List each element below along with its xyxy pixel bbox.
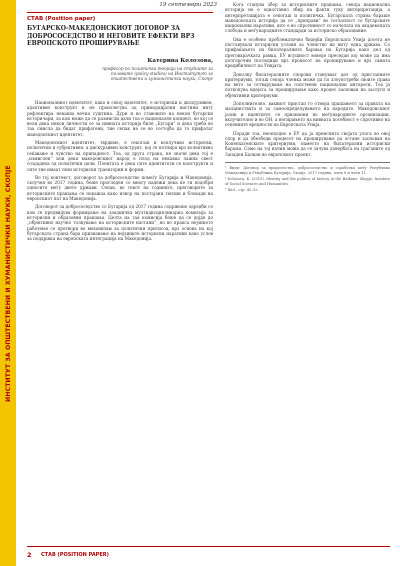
bottom-rule	[27, 546, 390, 547]
paragraph: Дополнително, ваквиот пристап го отвора прашањето за правата на малцинствата и за самоопределувањето на народите. Македонскиот јазик и идентитет се признаени во меѓународните организации, вклучително и во ОН, а негирањето на нивната посебност е спротивно на основните вредности на Европската Унија.	[225, 101, 390, 128]
footnote: ³ Ibid., стр. 45–52.	[225, 188, 259, 193]
paragraph: Договорот за добрососедство со Бугарија од 2017 година содржеше одредби со кои се предвидува формирање на заедничка мултидисциплинарна комисија за историски и образовни прашања. Целта на таа комисија беше да се дојде до „објективно научно толкување на историските настани“, но во пракса нејзиното работење се претвори во механизам за политички притисок, врз основа на кој бугарската страна бара признавање на нејзините историски наративи како услов за поддршка на европската интеграција на Македонија.	[27, 204, 213, 242]
author-affiliation: професор по политичка теорија на студиите за половите (policy studies) на Институтот за општествени и хуманистички науки, Скопје	[102, 66, 213, 82]
side-band	[0, 0, 16, 566]
publication-date: 19 септември 2023	[159, 2, 217, 8]
header-tag: СТАВ (Position paper)	[27, 16, 96, 22]
article-title: БУГАРСКО-МАКЕДОНСКИОТ ДОГОВОР ЗА ДОБРОСОСЕДСТВО И НЕГОВИТЕ ЕФЕКТИ ВРЗ ЕВРОПСКОТО ПРОШИРУВАЊЕ	[27, 25, 195, 47]
paragraph: Во тој контекст, договорот за добрососедство помеѓу Бугарија и Македонија, склучен во 2017 година, беше проследен со многу надежи дека ќе ги подобри односите меѓу двете држави. Сепак, во текот на годините, преговорите за историските прашања се покажаа како извор на постојани тензии и блокади на европскиот пат на Македонија.	[27, 174, 213, 202]
footer-tag: СТАВ (POSITION PAPER)	[41, 552, 109, 558]
page	[27, 0, 390, 566]
paragraph: Националниот идентитет, како и секој идентитет, е историски и дискурзивен, адаптивен конструкт и не произлегува од примордијални вистини ниту рефлектира некаква вечна суштина. Дури и во ставовите на некои бугарски историчари, за кои може да се размисли дали тоа е национален концепт, во кој се вели дека некои личности се за нивната историја биле „Бугари“ и дека треба во таа смисла да бидат прифатени, тие сепак не се во состојба да го прифатат македонскиот идентитет.	[27, 100, 213, 137]
paragraph: Ова е особено проблематично бидејќи Европската Унија досега не поставувала историски услови за членство на ниту една држава. Со прифаќањето на билатералните барања на Бугарија како дел од преговарачката рамка, ЕУ всушност воведе преседан кој може да има долгорочни последици врз процесот на проширување и врз самата кредибилност на Унијата.	[225, 36, 390, 69]
page-number: 2	[27, 551, 32, 559]
institute-name: ИНСТИТУТ ЗА ОПШТЕСТВЕНИ И ХУМАНИСТИЧКИ НАУКИ, СКОПЈЕ	[4, 164, 12, 402]
paragraph: Македонскиот идентитет, тврдиме, е секогаш и исклучиво историски, политички и субјективен, а дискурзивен конструкт, кој се потпира врз колективно сеќавање и чувство на припадност. Тоа, од друга страна, не значи дека тој е „измислен“ или дека македонскиот народ е плод на некаква лажна свест создадена од политички цели. Поентата е дека сите идентитети се конструкти и сите тие имаат свои историски траектории и форми.	[27, 140, 213, 172]
right-column	[225, 2, 390, 195]
author-name: Катерина Колозова,	[147, 58, 213, 64]
paragraph: Поради тоа, неопходно е ЕУ да ја преиспита својата улога во овој спор и да обезбеди процесот на проширување да остане заснован на Копенхагенските критериуми, наместо на билатерални историски барања. Само на тој начин може да се зачува довербата на граѓаните од Западен Балкан во европскиот проект.	[225, 130, 390, 157]
top-rule	[27, 12, 213, 13]
footnote: ² Kolozova, K. (2019). Identity and the politics of history in the Balkans. Skopje: Institute of Social Sciences and Humanities.	[225, 177, 390, 186]
left-column	[27, 100, 213, 244]
footnotes	[225, 162, 390, 193]
paragraph: Кога станува збор за историските прашања, секоја национална историја не е едноставно збир на факти туку интерпретација, а интерпретацијата е секогаш и политичка. Бугарската страна бараше македонската историја да се „преправи“ во согласност со бугарските национални наративи, што е во спротивност со начелата на академската слобода и меѓународните стандарди за историско образование.	[225, 2, 390, 34]
paragraph: Доколку билатералните спорови стануваат дел од пристапните критериуми, тогаш секоја членка може да ги злоупотреби своите права на вето за остварување на сопствени национални интереси. Тоа ја поткопува идејата за проширување како процес заснован на заслуги и објективни критериуми.	[225, 71, 390, 98]
footnote: ¹ Види: Договор за пријателство, добрососедство и соработка меѓу Република Македонија и Република Бугарија, Скопје, 2017 година, член 8 и член 11.	[225, 166, 390, 175]
